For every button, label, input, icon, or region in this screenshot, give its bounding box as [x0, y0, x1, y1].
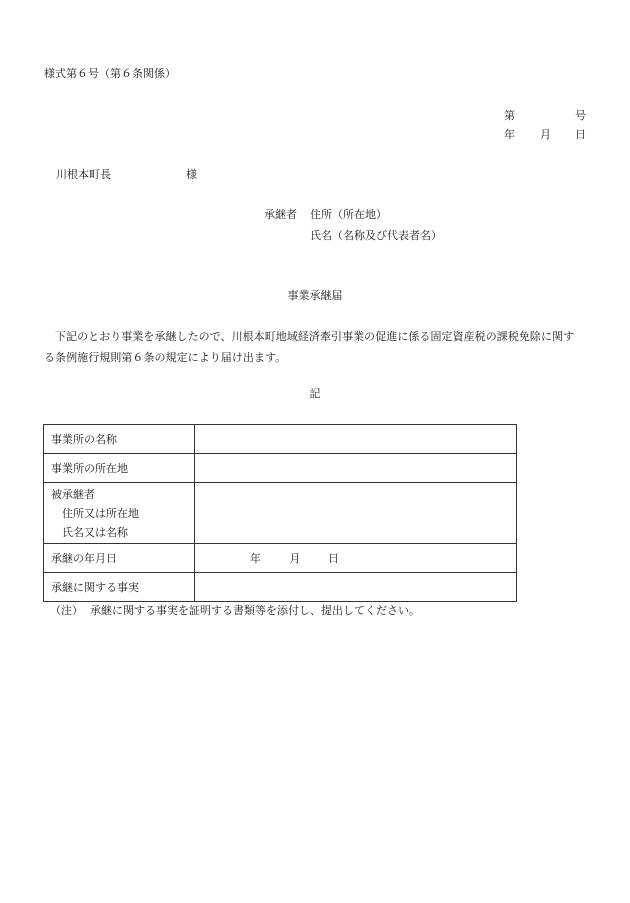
addressee-honorific: 様: [186, 168, 197, 181]
document-number-suffix: 号: [575, 109, 586, 122]
form-number: 様式第６号（第６条関係）: [44, 67, 176, 80]
date-day-label: 日: [575, 128, 586, 141]
date-month-label: 月: [540, 128, 551, 141]
body-paragraph: 下記のとおり事業を承継したので、川根本町地域経済牽引事業の促進に係る固定資産税の課税免除に関する条例施行規則第６条の規定により届け出ます。: [44, 330, 575, 364]
record-mark: 記: [309, 387, 321, 400]
successor-label: 承継者: [264, 208, 297, 221]
office-location-label: 事業所の所在地: [44, 454, 195, 483]
table-row: [44, 454, 517, 483]
table-row: [44, 544, 517, 573]
predecessor-address-label: 住所又は所在地: [62, 506, 139, 520]
predecessor-label: 被承継者: [51, 487, 95, 501]
predecessor-label-cell: [44, 483, 195, 544]
succession-date-label: 承継の年月日: [44, 544, 195, 573]
document-title: 事業承継届: [287, 289, 343, 302]
table-row: [44, 425, 517, 454]
successor-address-label: 住所（所在地）: [310, 208, 387, 221]
succession-facts-label: 承継に関する事実: [44, 573, 195, 602]
table-row: [44, 483, 517, 544]
note-text: 承継に関する事実を証明する書類等を添付し、提出してください。: [90, 604, 420, 617]
succession-date-year: 年: [250, 552, 261, 565]
successor-name-label: 氏名（名称及び代表者名）: [310, 229, 442, 242]
office-name-field[interactable]: [195, 425, 517, 454]
predecessor-field[interactable]: [195, 483, 517, 544]
office-location-field[interactable]: [195, 454, 517, 483]
succession-info-table: [43, 424, 517, 602]
date-year-label: 年: [504, 128, 515, 141]
office-name-label: 事業所の名称: [44, 425, 195, 454]
succession-date-field[interactable]: [195, 544, 517, 573]
table-row: [44, 573, 517, 602]
predecessor-name-label: 氏名又は名称: [62, 525, 128, 539]
succession-date-month: 月: [289, 552, 301, 565]
succession-facts-field[interactable]: [195, 573, 517, 602]
document-number-prefix: 第: [504, 109, 515, 122]
succession-date-day: 日: [328, 552, 339, 565]
note-label: （注）: [50, 604, 83, 617]
addressee-name: 川根本町長: [56, 168, 111, 181]
